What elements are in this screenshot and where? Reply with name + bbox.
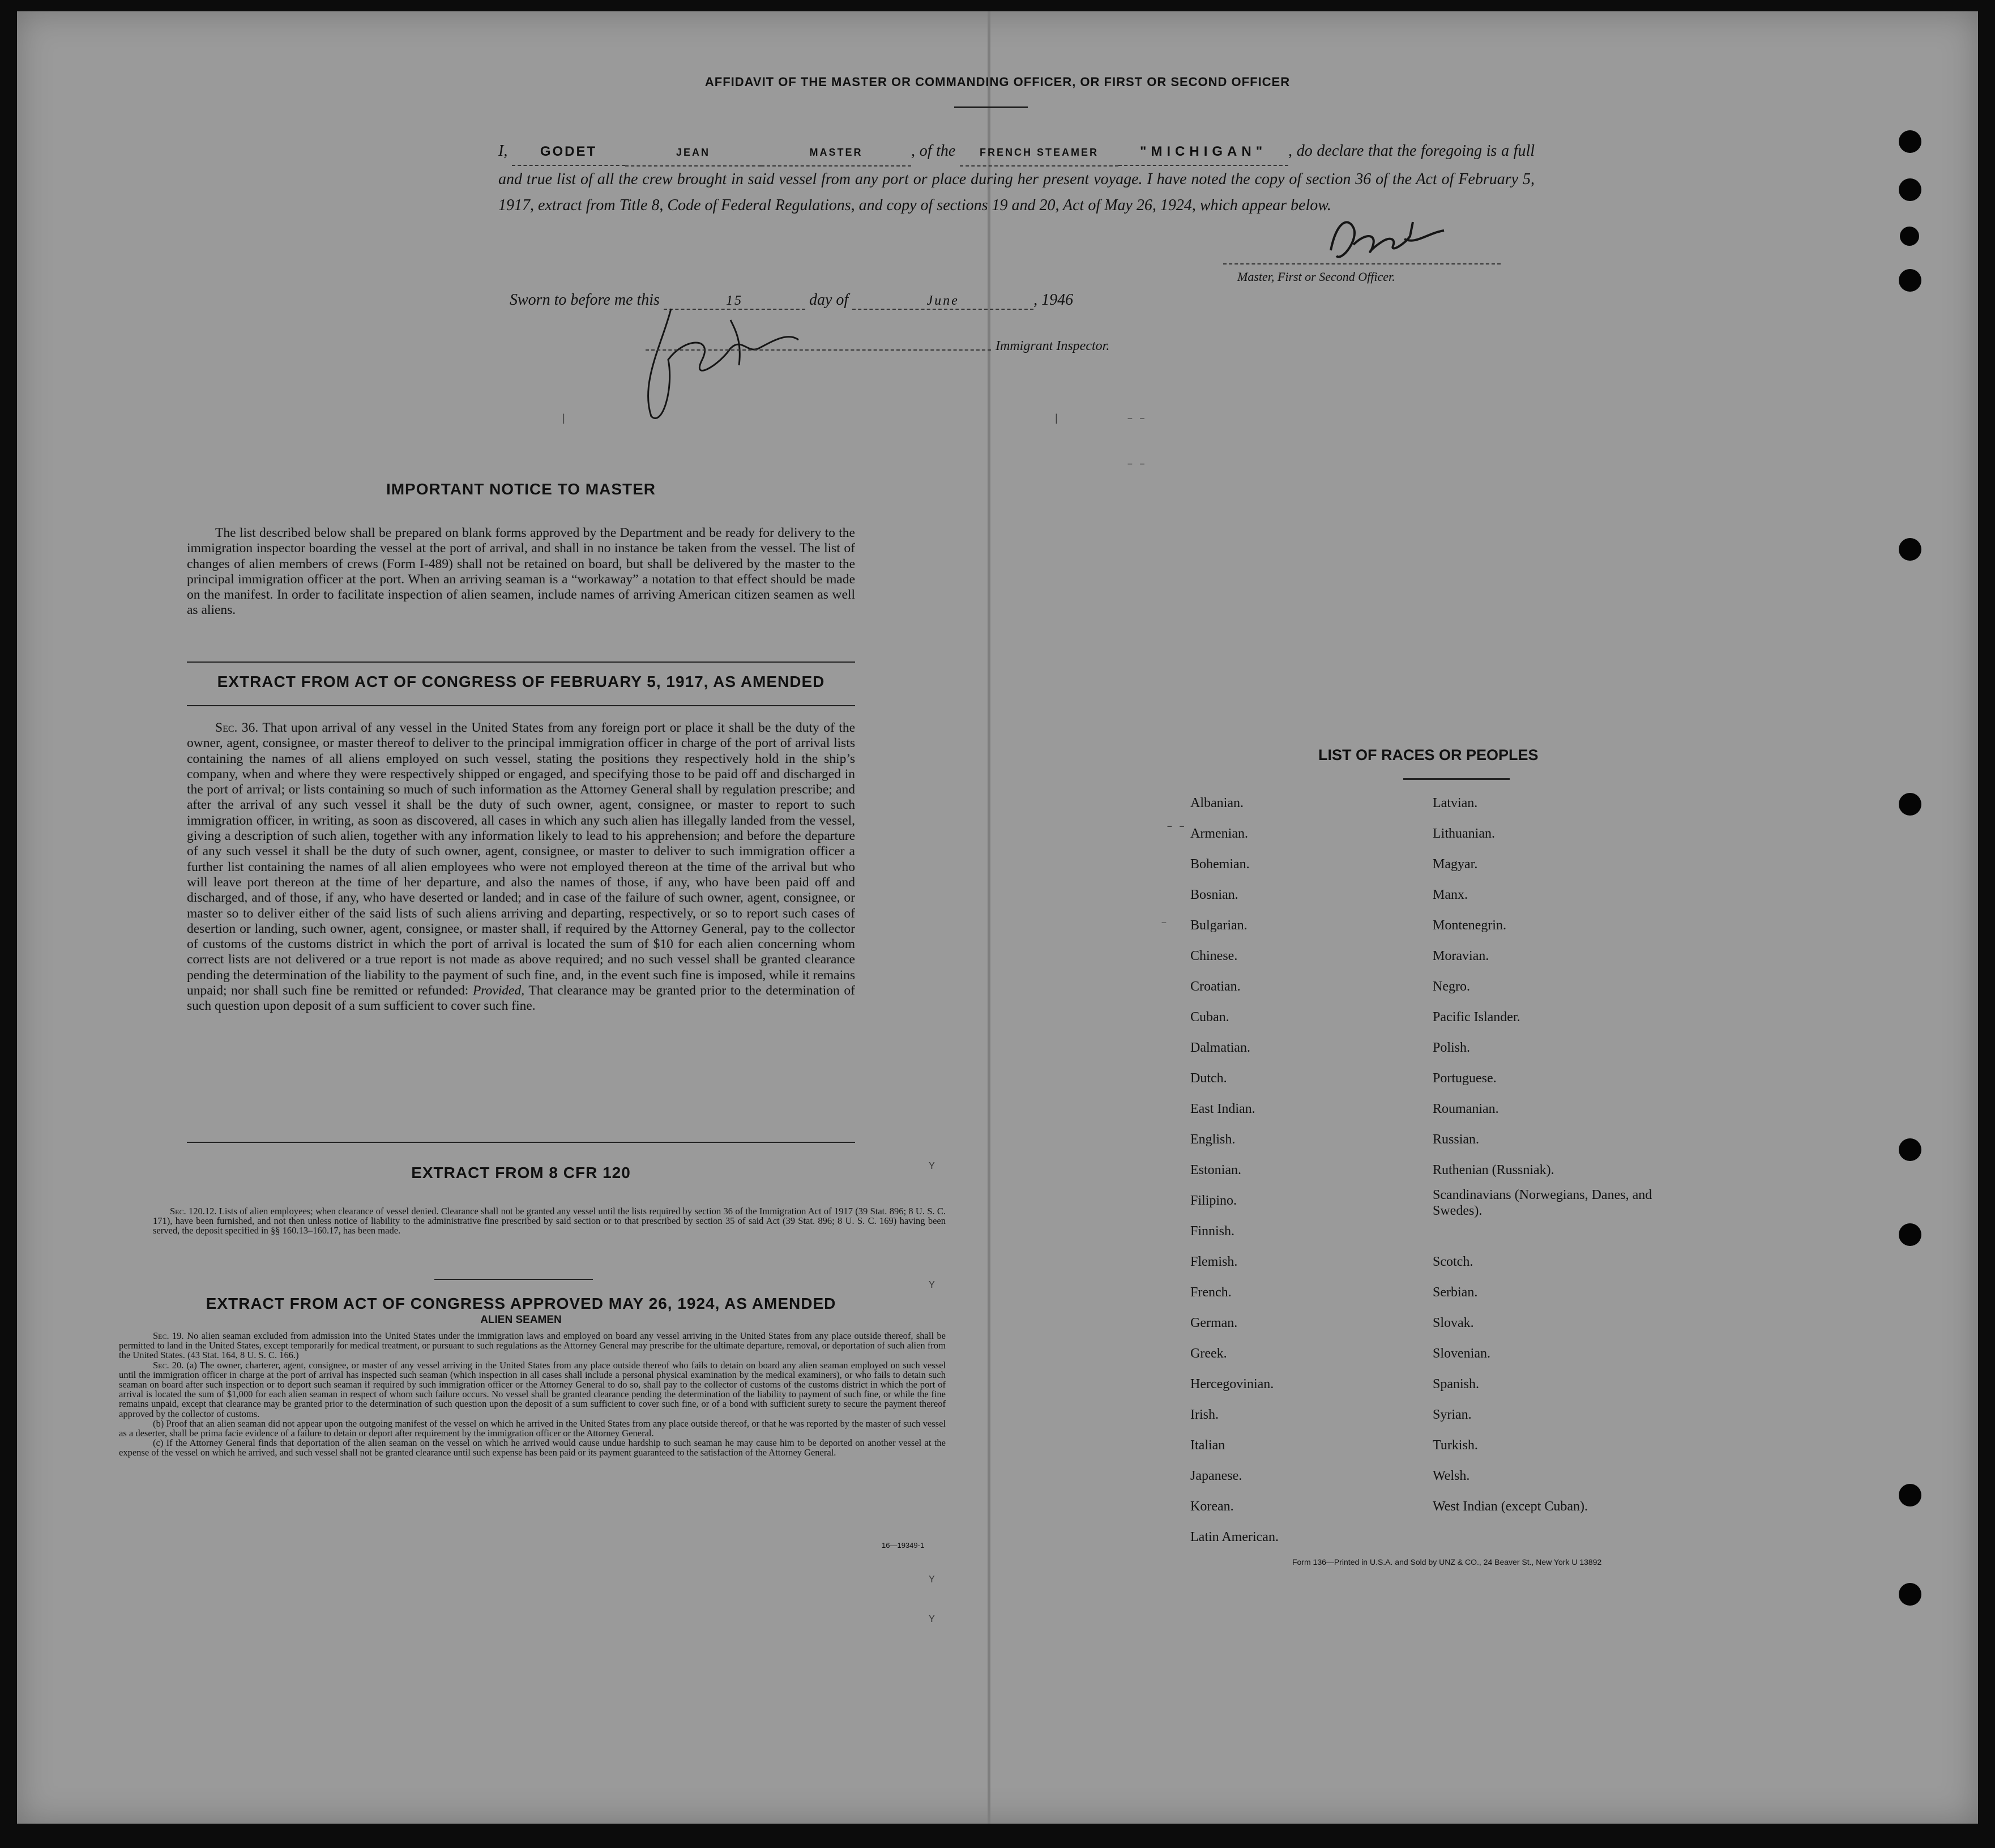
section-rule: [187, 661, 855, 663]
master-rank: MASTER: [761, 139, 911, 167]
race-right-item: Montenegrin.: [1433, 918, 1506, 933]
race-left-item: Chinese.: [1190, 949, 1238, 963]
punch-hole: [1899, 178, 1921, 201]
race-left-item: Bulgarian.: [1190, 918, 1248, 933]
race-left-item: Bosnian.: [1190, 887, 1238, 902]
page-fold: [988, 11, 990, 1824]
race-left-item: Japanese.: [1190, 1469, 1242, 1483]
sec-20a-text: (a) The owner, charterer, agent, consignee, or master of any vessel arriving in the United States from any place outside thereof who fails to detain on board any alien seaman employed on such vessel until the immigration officer in charge at the port of arrival has inspected such seaman (which inspection in all cases shall include a personal physical examination by the medical examiners), or who fails to detain such seaman on board after such inspection or to deport such seaman if required by such immigration officer or the Attorney General to do so, shall pay to the collector of customs of the customs district in which the port of arrival is located the sum of $1,000 for each alien seaman in respect of whom such failure occurs. No vessel shall be granted clearance pending the determination of the liability to payment of such fine, or while the fine remains unpaid, except that clearance may be granted prior to the determination of such question upon the deposit of a sum sufficient to cover such fine, or of a bond with sufficient surety to secure the payment thereof approved by the collector of customs.: [119, 1359, 946, 1419]
race-right-item: Syrian.: [1433, 1407, 1472, 1422]
sworn-month: June: [852, 293, 1033, 310]
extract-1917-body: [187, 720, 855, 1014]
punch-hole: [1899, 1583, 1921, 1606]
bleed-mark: Y: [929, 1614, 935, 1625]
race-right-item: Ruthenian (Russniak).: [1433, 1163, 1554, 1177]
race-right-item: Scandinavians (Norwegians, Danes, and Swedes).: [1433, 1188, 1652, 1218]
sworn-prefix: Sworn to before me this: [510, 291, 660, 309]
sec-36-text: That upon arrival of any vessel in the United States from any foreign port or place it shall be the duty of the owner, agent, consignee, or master thereof to deliver to the principal immigration officer in charge of the port of arrival lists containing the names of all aliens employed on such vessel, stating the positions they respectively hold in the ship’s company, when and where they were respectively shipped or engaged, and specifying those to be paid off and discharged in the port of arrival; or lists containing so much of such information as the Attorney General shall by regulation prescribe; and after the arrival of any such vessel it shall be the duty of such owner, agent, consignee, or master to report to such immigration officer, in writing, as soon as discovered, all cases in which any such alien has illegally landed from the vessel, giving a description of such alien, together with any information likely to lead to his apprehension; and before the departure of any such vessel it shall be the duty of such owner, agent, consignee, or master to deliver to such immigration officer a further list containing the names of all alien employees who were not employed thereon at the time of the arrival but who will leave port thereon at the time of her departure, and also the names of those, if any, who have been paid off and discharged, and of those, if any, who have deserted or landed; and in case of the failure of such owner, agent, consignee, or master so to deliver either of the said lists of such aliens arriving and departing, respectively, or so to report such cases of desertion or landing, such owner, agent, consignee, or master shall, if required by the Attorney General, pay to the collector of customs of the customs district in which the port of arrival is located the sum of $10 for each alien concerning whom correct lists are not delivered or a true report is not made as above required; and no such vessel shall be granted clearance pending the determination of the liability to the payment of such fine, and, in the event such fine is imposed, while it remains unpaid; nor shall such fine be remitted or refunded:: [187, 720, 856, 998]
race-right-item: Slovenian.: [1433, 1346, 1490, 1361]
bleed-mark: |: [561, 413, 567, 425]
punch-hole: [1899, 130, 1921, 153]
race-left-item: Estonian.: [1190, 1163, 1241, 1177]
bleed-mark: |: [1053, 413, 1060, 425]
race-left-item: Dalmatian.: [1190, 1040, 1250, 1055]
extract-1924-title: EXTRACT FROM ACT OF CONGRESS APPROVED MAY 26, 1924, AS AMENDED: [206, 1295, 836, 1312]
inspector-signature: [617, 297, 832, 428]
affidavit-title: AFFIDAVIT OF THE MASTER OR COMMANDING OFFICER, OR FIRST OR SECOND OFFICER: [704, 75, 1291, 89]
affidavit-declaration: [498, 138, 1535, 219]
sec-36-label: Sec. 36.: [215, 720, 259, 735]
race-left-item: German.: [1190, 1316, 1238, 1330]
title-rule: [954, 106, 1028, 108]
race-right-item: West Indian (except Cuban).: [1433, 1499, 1588, 1514]
race-right-item: Latvian.: [1433, 796, 1478, 810]
race-right-item: Manx.: [1433, 887, 1468, 902]
section-rule: [187, 705, 855, 706]
bleed-mark: – –: [1127, 413, 1146, 425]
sworn-year: 46: [1057, 291, 1074, 309]
race-left-item: Korean.: [1190, 1499, 1234, 1514]
affidavit-i: I,: [498, 142, 508, 160]
race-left-item: Flemish.: [1190, 1254, 1238, 1269]
punch-hole: [1900, 227, 1919, 246]
race-left-item: Greek.: [1190, 1346, 1227, 1361]
race-left-item: Hercegovinian.: [1190, 1377, 1274, 1392]
sec-20b: (b) Proof that an alien seaman did not appear upon the outgoing manifest of the vessel on which he arrived in the United States from any place outside thereof, or that he was reported by the master of such vessel as a deserter, shall be prima facie evidence of a failure to detain or deport after requirement by the immigration officer or the Attorney General.: [119, 1418, 946, 1439]
race-left-item: English.: [1190, 1132, 1236, 1147]
sec-19: [119, 1331, 946, 1360]
punch-hole: [1899, 793, 1921, 816]
race-right-item: Negro.: [1433, 979, 1470, 994]
race-right-item: Moravian.: [1433, 949, 1489, 963]
race-right-item: Portuguese.: [1433, 1071, 1497, 1086]
race-left-item: Irish.: [1190, 1407, 1219, 1422]
bleed-mark: – –: [1167, 821, 1185, 833]
do-declare-text: , do declare: [1288, 142, 1364, 160]
bleed-mark: Y: [929, 1161, 935, 1172]
race-right-item: Welsh.: [1433, 1469, 1470, 1483]
provided-text: That clearance may be granted prior to the determination of such question upon deposit of a sum sufficient to cover such fine.: [187, 983, 855, 1014]
extract-1917-title: EXTRACT FROM ACT OF CONGRESS OF FEBRUARY 5, 1917, AS AMENDED: [217, 673, 825, 690]
race-right-item: Pacific Islander.: [1433, 1010, 1520, 1025]
race-left-item: Bohemian.: [1190, 857, 1250, 872]
punch-hole: [1899, 1484, 1921, 1506]
document-sheet: [17, 11, 1978, 1824]
form-printer-footer: Form 136—Printed in U.S.A. and Sold by UNZ & CO., 24 Beaver St., New York U 13892: [1292, 1557, 1602, 1567]
race-right-item: Roumanian.: [1433, 1102, 1499, 1116]
race-right-item: Lithuanian.: [1433, 826, 1495, 841]
of-the-text: , of the: [911, 142, 956, 160]
extract-cfr-title: EXTRACT FROM 8 CFR 120: [411, 1164, 631, 1181]
race-left-item: East Indian.: [1190, 1102, 1255, 1116]
bleed-mark: –: [1161, 917, 1167, 929]
race-right-item: Scotch.: [1433, 1254, 1473, 1269]
race-left-item: French.: [1190, 1285, 1232, 1300]
race-left-item: Latin American.: [1190, 1530, 1279, 1544]
races-title: LIST OF RACES OR PEOPLES: [1318, 746, 1539, 763]
sec-19-text: No alien seaman excluded from admission into the United States under the immigration laws and employed on board any vessel arriving in the United States from any place outside thereof, shall be permitted to land in the United States, except temporarily for medical treatment, or pursuant to such regulations as the Attorney General may prescribe for the ultimate departure, removal, or deportation of such alien from the United States. (43 Stat. 164, 8 U. S. C. 166.): [119, 1330, 946, 1361]
punch-hole: [1899, 1223, 1921, 1246]
provided-label: Provided,: [472, 983, 525, 998]
inspector-signature-line: [646, 349, 991, 351]
race-left-item: Albanian.: [1190, 796, 1244, 810]
race-right-item: Slovak.: [1433, 1316, 1474, 1330]
race-left-item: Croatian.: [1190, 979, 1241, 994]
form-code: 16—19349-1: [882, 1541, 925, 1550]
year-prefix: , 19: [1033, 291, 1058, 309]
sec-20a: [119, 1360, 946, 1419]
master-role-label: Master, First or Second Officer.: [1237, 270, 1395, 284]
race-right-item: Russian.: [1433, 1132, 1480, 1147]
important-notice-title: IMPORTANT NOTICE TO MASTER: [386, 480, 656, 498]
race-right-item: Spanish.: [1433, 1377, 1480, 1392]
sworn-day: 15: [664, 293, 805, 310]
sec-120-12-text: Lists of alien employees; when clearance of vessel denied. Clearance shall not be granted any vessel until the lists required by section 36 of the Immigration Act of 1917 (39 Stat. 896; 8 U. S. C. 171), have been furnished, and not then unless notice of liability to the administrative fine prescribed by said section or to that prescribed by section 35 of said Act (39 Stat. 896; 8 U. S. C. 169) having been served, the deposit specified in §§ 160.13–160.17, has been made.: [153, 1206, 946, 1236]
race-left-item: Armenian.: [1190, 826, 1248, 841]
master-signature: [1314, 211, 1461, 267]
important-notice-body: The list described below shall be prepared on blank forms approved by the Department and be ready for delivery to the immigration inspector boarding the vessel at the port of arrival, and shall in no instance be taken from the vessel. The list of changes of alien members of crews (Form I-489) shall not be retained on board, but shall be delivered by the master to the principal immigration officer at the port. When an arriving seaman is a “workaway” a notation to that effect should be made on the manifest. In order to facilitate inspection of alien seamen, include names of arriving American citizen seamen as well as aliens.: [187, 526, 855, 618]
master-signature-line: [1223, 263, 1501, 264]
race-left-item: Finnish.: [1190, 1224, 1235, 1239]
section-rule: [187, 1142, 855, 1143]
race-right-item: Serbian.: [1433, 1285, 1478, 1300]
sec-19-label: Sec. 19.: [153, 1330, 184, 1341]
day-of-label: day of: [809, 291, 849, 309]
vessel-name: "MICHIGAN": [1118, 139, 1288, 166]
master-given-name: JEAN: [625, 139, 761, 167]
punch-hole: [1899, 269, 1921, 292]
race-left-item: Cuban.: [1190, 1010, 1229, 1025]
race-right-item: Magyar.: [1433, 857, 1478, 872]
race-left-item: Dutch.: [1190, 1071, 1227, 1086]
bleed-mark: – –: [1127, 459, 1146, 470]
race-right-item: Turkish.: [1433, 1438, 1478, 1453]
vessel-nationality: FRENCH STEAMER: [960, 139, 1118, 167]
affidavit-body: that the foregoing is a full and true list of all the crew brought in said vessel from any port or place during her present voyage. I have noted the copy of section 36 of the Act of February 5, 1917, extract from Title 8, Code of Federal Regulations, and copy of sections 19 and 20, Act of May 26, 1924, which appear below.: [498, 142, 1535, 214]
inspector-role-label: Immigrant Inspector.: [996, 339, 1110, 353]
bleed-mark: Y: [929, 1574, 935, 1586]
race-right-item: Polish.: [1433, 1040, 1471, 1055]
race-left-item: Italian: [1190, 1438, 1225, 1453]
sec-120-12-label: Sec. 120.12.: [170, 1206, 217, 1217]
punch-hole: [1899, 1138, 1921, 1161]
races-title-rule: [1403, 778, 1510, 780]
section-rule: [434, 1279, 593, 1280]
sec-20-label: Sec. 20.: [153, 1359, 184, 1371]
master-surname: GODET: [512, 139, 625, 166]
bleed-mark: Y: [929, 1280, 935, 1291]
race-left-item: Filipino.: [1190, 1193, 1237, 1208]
extract-cfr-body: [153, 1206, 946, 1236]
alien-seamen-subtitle: ALIEN SEAMEN: [480, 1314, 562, 1326]
punch-hole: [1899, 538, 1921, 561]
sec-20c: (c) If the Attorney General finds that deportation of the alien seaman on the vessel on which he arrived would cause undue hardship to such seaman he may cause him to be deported on another vessel at the expense of the vessel on which he arrived, and such vessel shall not be granted clearance until such expense has been paid or its payment guaranteed to the satisfaction of the Attorney General.: [119, 1437, 946, 1458]
extract-1924-body: [119, 1331, 946, 1458]
